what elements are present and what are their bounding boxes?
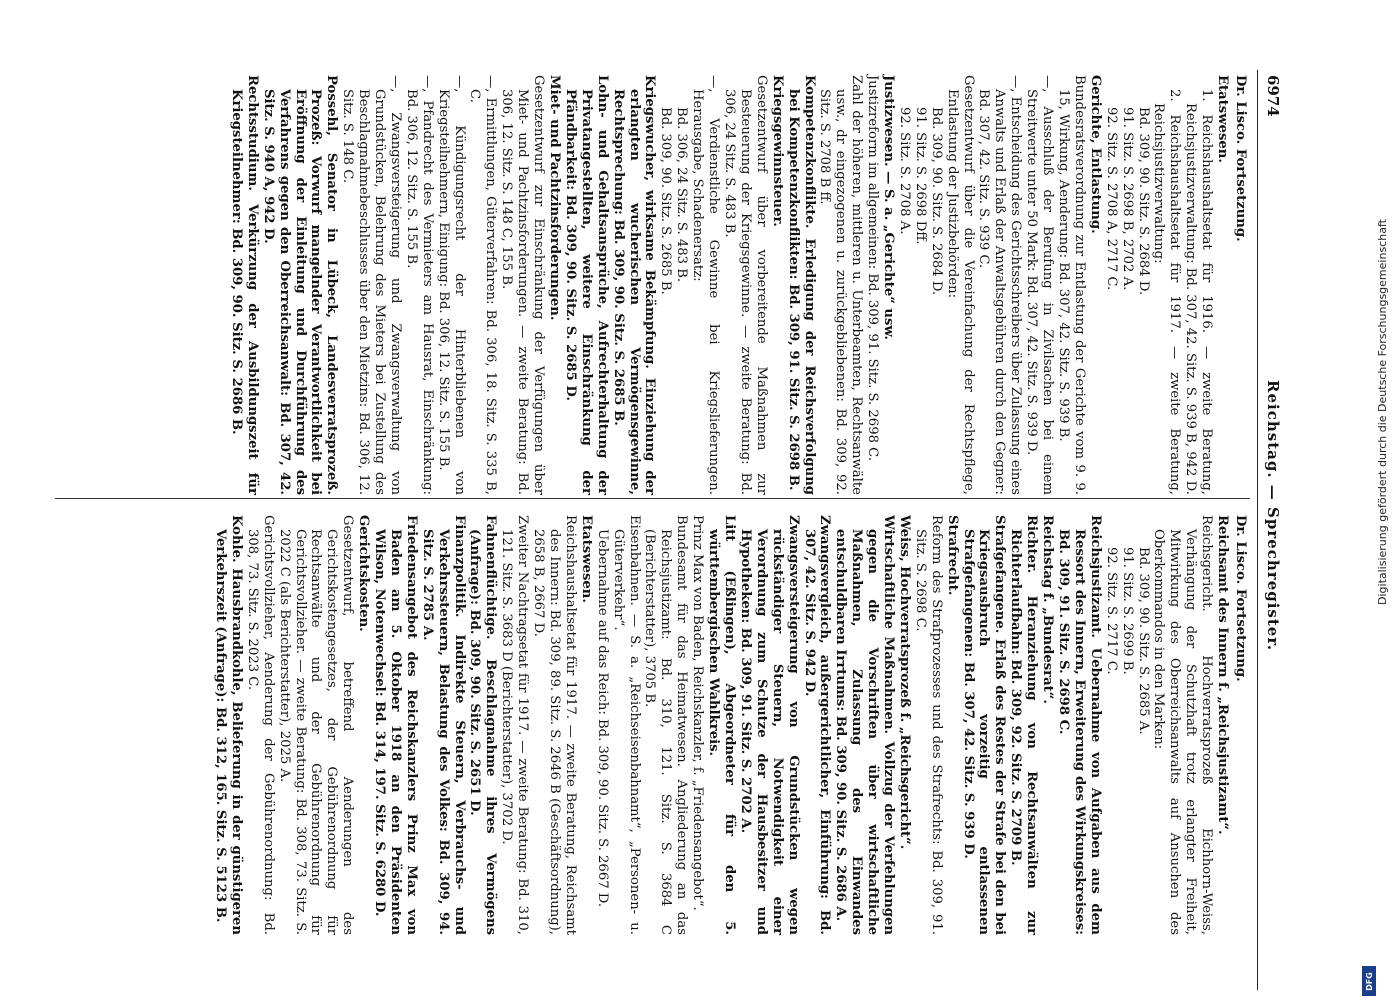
register-entry: Kriegswucher, wirksame Bekämpfung. Einziehung der erlangten wucherischen Vermögensgewinne, Rechtsprechung: Bd. 309, 90. Sitz. S. 2685 B. xyxy=(610,75,658,495)
register-entry: —, Ausschluß der Berufung in Zivilsachen bei einem Streitwerte unter 50 Mark: Bd. 307, 42. Sitz. S. 939 D. xyxy=(1024,75,1056,495)
register-entry: 92. Sitz. S. 2708 A. xyxy=(896,107,912,235)
register-entry: Richter. Heranziehung von Rechtsanwälten zur Richterlaufbahn: Bd. 309, 92. Sitz. S. 2709 B. xyxy=(1008,515,1040,935)
register-entry: Reform des Strafprozesses und des Strafrechts: Bd. 309, 91. Sitz. S. 2698 C. xyxy=(912,515,944,935)
register-entry: Eisenbahnen. — S. a. „Reichseisenbahnamt“, „Personen- u. Güterverkehr“. xyxy=(610,515,642,935)
right-column xyxy=(48,515,1248,935)
register-entry: Zweiter Nachtragsetat für 1917. — zweite Beratung: Bd. 310, 121. Sitz. S. 3683 D (Berichterstatter), 3702 D. xyxy=(499,515,531,935)
register-entry: 92. Sitz. S. 2708 A, 2717 C. xyxy=(1103,107,1119,291)
right-column-heading: Dr. Lisco. Fortsetzung. xyxy=(1233,515,1248,682)
register-entry: 2. Reichshaushaltsetat für 1917. — zweite Beratung, Reichsjustizverwaltung: xyxy=(1151,89,1183,495)
register-entry: Fahnenflüchtige. Beschlagnahme ihres Vermögens (Anfrage): Bd. 309, 90. Sitz. S. 2651 D. xyxy=(467,515,499,935)
register-entry: Bd. 309, 90. Sitz. S. 2685 B. xyxy=(658,107,674,295)
register-entry: Kompetenzkonflikte. Erledigung der Reichsverfolgung bei Kompetenzkonflikten: Bd. 309, 91. Sitz. S. 2698 B. xyxy=(785,75,817,495)
register-entry: Litt (Eßlingen), Abgeordneter für den 5. württembergischen Wahlkreis. xyxy=(706,515,737,935)
register-entry: Justizreform im allgemeinen: Bd. 309, 91. Sitz. S. 2698 C. xyxy=(865,75,881,461)
register-entry: Reichsjustizamt. Uebernahme von Aufgaben aus dem Ressort des Innern, Erweiterung des Wirkungskreises: Bd. 309, 91. Sitz. S. 2698 C. xyxy=(1056,515,1103,935)
register-entry: Bundesratsverordnung zur Entlastung der Gerichte vom 9. 9. 15, Wirkung, Aenderung: Bd. 307, 42. Sitz. S. 939 B. xyxy=(1056,75,1087,495)
page-number: 6974 xyxy=(1264,75,1282,117)
register-entry: Strafgefangene. Erlaß des Restes der Strafe bei den bei Kriegsausbruch vorzeitig entlassenen Strafgefangenen: Bd. 307, 42. Sitz. S. 939 D. xyxy=(960,515,1008,935)
register-entry: Justizwesen. — S. a. „Gerichte“ usw. xyxy=(881,75,897,341)
dfg-logo: DFG xyxy=(1362,966,1376,996)
register-entry: —, Verdienstliche Gewinne bei Kriegslieferungen. Herausgabe, Schadenersatz: xyxy=(690,75,722,495)
register-entry: Possehl, Senator in Lübeck, Landesverratsprozeß. Prozeß: Vorwurf mangelnder Verantwortlichkeit bei Eröffnung der Einleitung und Durchführung des Verfahrens gegen den Oberreichsanwalt: Bd. 307, 42. Sitz. S. 940 A, 942 D. xyxy=(260,75,340,495)
register-entry: Gerichte, Entlastung. xyxy=(1087,75,1103,234)
register-entry: 91. Sitz. S. 2698 Dff. xyxy=(912,107,928,245)
register-entry: Bd. 309, 90. Sitz. S. 2684 D. xyxy=(1135,107,1151,296)
digitization-credit: Digitalisierung gefördert durch die Deutsche Forschungsgemeinschaft xyxy=(1376,219,1389,605)
register-entry: Reichsgericht. Hochverratsprozeß Eichhorn-Weiss, Verhängung der Schutzhaft trotz erlangter Freiheit, Mitwirkung des Oberreichsanwalts auf Ansuchen des Oberkommandos in den Marken: xyxy=(1151,515,1215,935)
register-entry: Zwangsvergleich, außergerichtlicher, Einführung: Bd. 307, 42. Sitz. S. 942 D. xyxy=(801,515,833,935)
register-entry: Etatswesen. xyxy=(578,515,594,603)
register-entry: Gesetzentwurf zur Einschränkung der Verfügungen über Miet- und Pachtzinsforderungen. — zweite Beratung: Bd. 306, 12. Sitz. S. 148 C, 155 B. xyxy=(499,75,547,495)
register-entry: 1. Reichshaushaltsetat für 1916. — zweite Beratung, Reichsjustizverwaltung: Bd. 307, 42. Sitz. S. 939 B, 942 D. xyxy=(1183,89,1215,495)
register-entry: Gesetzentwurf über vorbereitende Maßnahmen zur Besteuerung der Kriegsgewinne. — zweite Beratung: Bd. 306, 24 Sitz. S. 483 B. xyxy=(722,75,769,495)
register-entry: Zahl der höheren, mittleren u. Unterbeamten, Rechtsanwälte usw., dr eingezogenen u. zurückgebliebenen: Bd. 309, 92. Sitz. S. 2708 B ff. xyxy=(817,75,865,495)
register-entry: Bd. 309, 90. Sitz. S. 2684 D. xyxy=(928,107,944,296)
register-entry: Kohle. Hausbrandkohle, Belieferung in der günstigeren Verkehrszeit (Anfrage): Bd. 312, 165. Sitz. S. 5123 B. xyxy=(213,515,244,935)
register-entry: Kriegsgewinnsteuer. xyxy=(769,75,785,227)
register-entry: Finanzpolitik. Indirekte Steuern, Verbrauchs- und Verkehrssteuern, Belastung des Volkes: Bd. 309, 94. Sitz. S. 2785 A. xyxy=(419,515,467,935)
register-entry: Prinz Max von Baden, Reichskanzler, f. „Friedensangebot“. xyxy=(690,515,706,911)
register-entry: Uebernahme auf das Reich: Bd. 309, 90. Sitz. S. 2667 D. xyxy=(594,529,610,908)
left-column-heading: Dr. Lisco. Fortsetzung. xyxy=(1233,75,1248,242)
register-entry: Friedensangebot des Reichskanzlers Prinz Max von Baden am 5. Oktober 1918 an den Präsidenten Wilson, Notenwechsel: Bd. 314, 197. Sitz. S. 6280 D. xyxy=(372,515,419,935)
register-entry: Reichstag f. „Bundesrat“. xyxy=(1040,515,1056,704)
register-entry: Weiss, Hochverratsprozeß f. „Reichsgericht“. xyxy=(896,515,912,850)
right-column-entries xyxy=(212,515,1230,935)
register-entry: —, Zwangsversteigerung und Zwangsverwaltung von Grundstücken, Belehrung des Mieters bei Zustellung des Beschlagnahmebeschlusses über den Mietzins: Bd. 306, 12. Sitz. S. 148 C. xyxy=(340,75,403,495)
register-entry: —, Ermittlungen, Güterverfahren: Bd. 306, 18. Sitz. S. 335 B, C. xyxy=(467,75,499,495)
register-entry: Miet- und Pachtzinsforderungen. xyxy=(547,75,563,321)
footer xyxy=(1358,0,1389,1000)
register-entry: Zwangsversteigerung von Grundstücken wegen rückständiger Steuern, Notwendigkeit einer Verordnung zum Schutze der Hausbesitzer und Hypotheken: Bd. 309, 91. Sitz. S. 2702 A. xyxy=(737,515,801,935)
register-entry: Bd. 306, 24 Sitz. S. 483 B. xyxy=(674,107,690,283)
register-entry: Gesetzentwurf über die Vereinfachung der Rechtspflege, Entlastung der Justizbehörden: xyxy=(944,75,976,495)
register-entry: Gesetzentwurf, betreffend Aenderungen des Gerichtskostengesetzes, der Gebührenordnung für Rechtsanwälte und der Gebührenordnung für Gerichtsvollzieher. — zweite Beratung: Bd. 308, 73. Sitz. S. 2022 C (als Berichterstatter), 2025 A. xyxy=(276,515,356,935)
register-entry: —, Kündigungsrecht der Hinterbliebenen von Kriegsteilnehmern, Einigung: Bd. 306, 12. Sitz. S. 155 B. xyxy=(435,75,467,495)
column-divider xyxy=(55,498,1250,499)
register-entry: Bd. 309, 90. Sitz. S. 2685 A. xyxy=(1135,547,1151,735)
register-entry: Gerichtskosten. xyxy=(356,515,372,632)
register-entry: Gerichtsvollzieher, Aenderung der Gebührenordnung: Bd. 308, 73. Sitz. S. 2023 C. xyxy=(244,515,276,935)
register-entry: —, Entscheidung des Gerichtsschreibers über Zulassung eines Anwalts und Erlaß der Anwaltsgebühren durch den Gegner: Bd. 307, 42. Sitz. S. 939 C. xyxy=(976,75,1024,495)
register-entry: Rechtsstudium. Verkürzung der Ausbildungszeit für Kriegsteilnehmer: Bd. 309, 90. Sitz. S. 2686 B. xyxy=(228,75,260,495)
register-entry: 91. Sitz. S. 2699 B. xyxy=(1119,547,1135,675)
register-entry: 91. Sitz. S. 2698 B, 2702 A. xyxy=(1119,107,1135,291)
left-column-entries xyxy=(228,75,1230,495)
register-entry: Reichsamt des Innern f. „Reichsjustizamt“. xyxy=(1215,515,1231,835)
running-head xyxy=(1254,0,1290,1000)
register-entry: Reichshaushaltsetat für 1917. — zweite Beratung, Reichsamt des Innern: Bd. 309, 89. Sitz. S. 2646 B (Geschäftsordnung), 2658 B, 2667 D. xyxy=(531,515,578,935)
register-entry: Strafrecht. xyxy=(944,515,960,596)
register-entry: —, Pfandrecht des Vermieters am Hausrat, Einschränkung: Bd. 306, 12. Sitz. S. 155 B. xyxy=(403,75,435,495)
register-entry: Bundesamt für das Heimatwesen. Angliederung an das Reichsjustizamt: Bd. 310, 121. Sitz. S. 3684 C (Berichterstatter), 3705 B. xyxy=(642,515,690,935)
register-entry: Lohn- und Gehaltsansprüche, Aufrechterhaltung der Privatangestellten, weitere Einschränkung der Pfändbarkeit: Bd. 309, 90. Sitz. S. 2685 D. xyxy=(562,75,610,495)
register-entry: 92. Sitz. S. 2717 C. xyxy=(1103,547,1119,675)
running-title: Reichstag. — Sprechregister. xyxy=(1264,380,1282,652)
header-rule xyxy=(1257,70,1258,990)
left-column xyxy=(48,75,1248,495)
register-entry: Etatswesen. xyxy=(1215,75,1231,163)
register-entry: Wirtschaftliche Maßnahmen. Vollzug der Verfehlungen gegen die Vorschriften über wirtschaftliche Maßnahmen, Zulassung des Einwandes entschuldbaren Irrtums: Bd. 309, 90. Sitz. S. 2686 A. xyxy=(833,515,897,935)
